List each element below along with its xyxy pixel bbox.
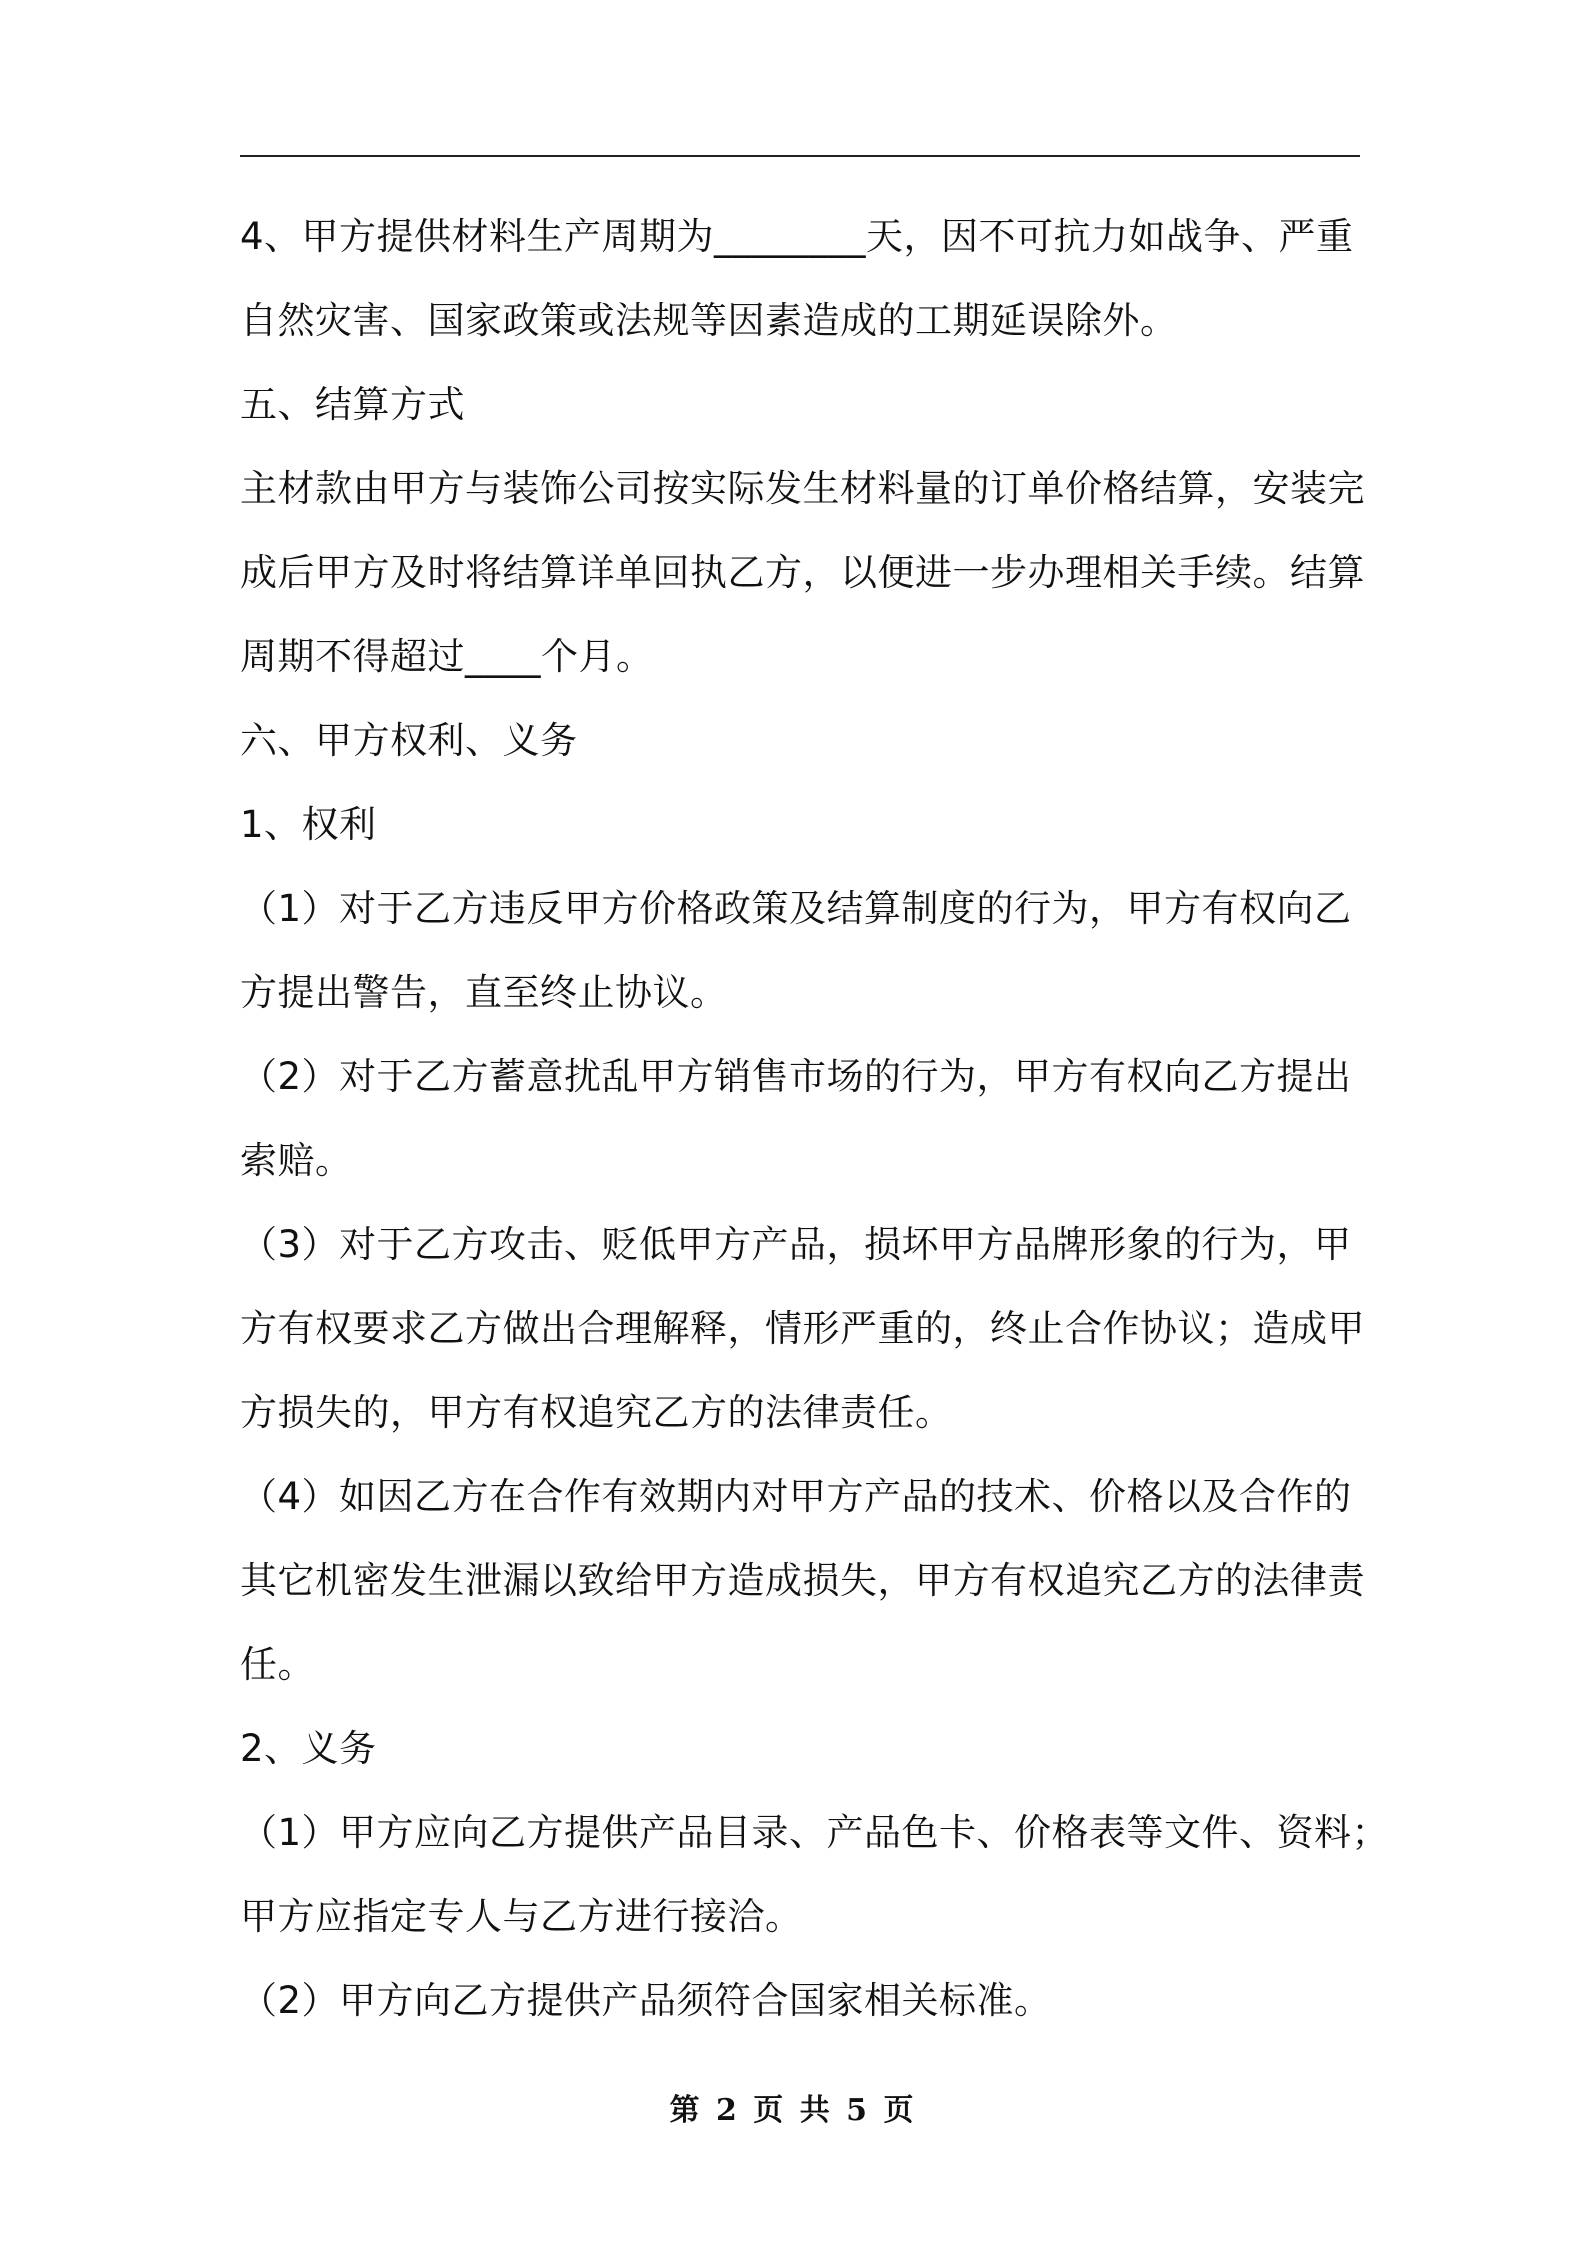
- text-line: 主材款由甲方与装饰公司按实际发生材料量的订单价格结算，安装完: [240, 467, 1365, 510]
- text-line: 方有权要求乙方做出合理解释，情形严重的，终止合作协议；造成甲: [240, 1307, 1365, 1350]
- text-line: 自然灾害、国家政策或法规等因素造成的工期延误除外。: [240, 299, 1178, 342]
- text-line: （3）对于乙方攻击、贬低甲方产品，损坏甲方品牌形象的行为，甲: [240, 1223, 1352, 1266]
- section-heading: 五、结算方式: [240, 383, 465, 426]
- subsection-heading: 2、义务: [240, 1727, 377, 1770]
- header-rule: [240, 155, 1360, 157]
- text-line: 周期不得超过____个月。: [240, 635, 654, 678]
- text-line: （1）对于乙方违反甲方价格政策及结算制度的行为，甲方有权向乙: [240, 887, 1352, 930]
- text-line: 索赔。: [240, 1139, 353, 1182]
- section-heading: 六、甲方权利、义务: [240, 719, 578, 762]
- text-line: （2）对于乙方蓄意扰乱甲方销售市场的行为，甲方有权向乙方提出: [240, 1055, 1352, 1098]
- subsection-heading: 1、权利: [240, 803, 377, 846]
- text-line: 任。: [240, 1643, 315, 1686]
- text-line: 成后甲方及时将结算详单回执乙方，以便进一步办理相关手续。结算: [240, 551, 1365, 594]
- text-line: 方提出警告，直至终止协议。: [240, 971, 728, 1014]
- text-line: （2）甲方向乙方提供产品须符合国家相关标准。: [240, 1979, 1052, 2022]
- text-line: 4、甲方提供材料生产周期为________天，因不可抗力如战争、严重: [240, 215, 1354, 258]
- text-line: （4）如因乙方在合作有效期内对甲方产品的技术、价格以及合作的: [240, 1475, 1352, 1518]
- document-body: [240, 195, 1390, 2043]
- text-line: 其它机密发生泄漏以致给甲方造成损失，甲方有权追究乙方的法律责: [240, 1559, 1365, 1602]
- text-line: （1）甲方应向乙方提供产品目录、产品色卡、价格表等文件、资料；: [240, 1811, 1390, 1854]
- page-number: 第 2 页 共 5 页: [669, 2093, 917, 2128]
- text-line: 方损失的，甲方有权追究乙方的法律责任。: [240, 1391, 953, 1434]
- text-line: 甲方应指定专人与乙方进行接洽。: [240, 1895, 803, 1938]
